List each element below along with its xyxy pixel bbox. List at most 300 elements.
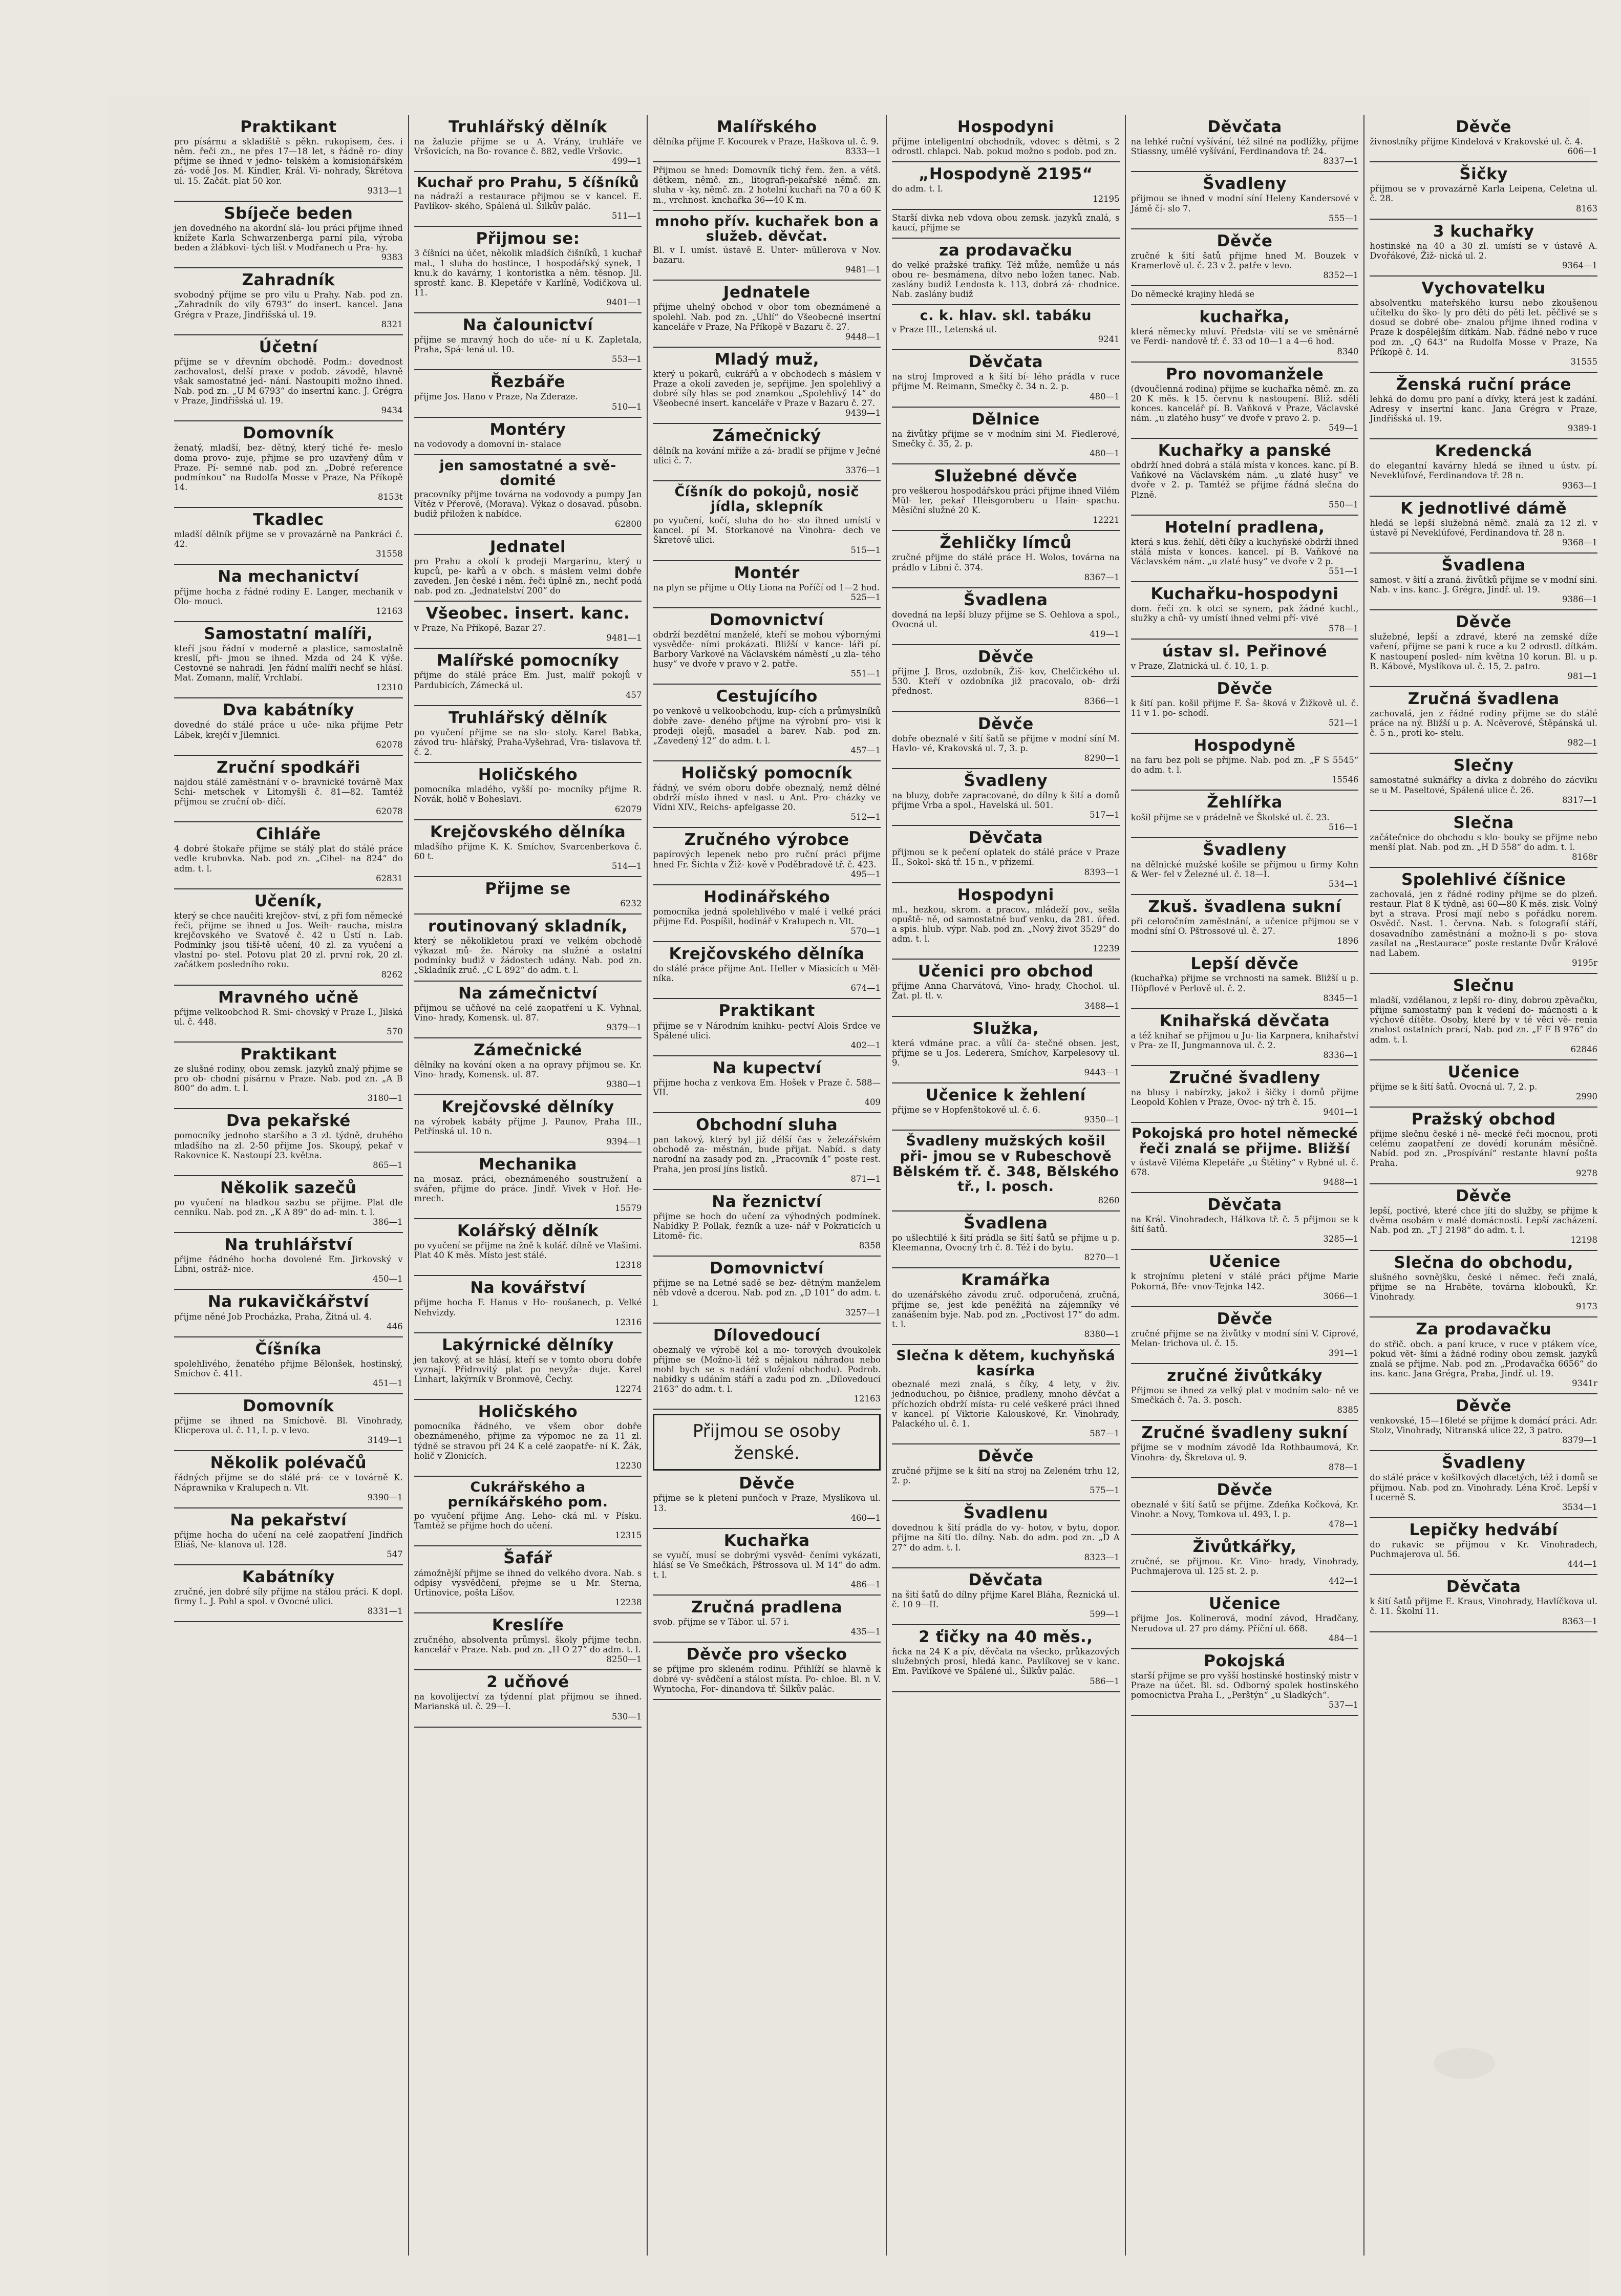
ad-reference-number: 8337—1: [1323, 156, 1359, 166]
ad-divider: [653, 884, 881, 885]
ad-heading: Učenice: [1208, 1252, 1281, 1271]
ad-divider: [174, 420, 403, 421]
ad-heading: Přijme se: [485, 879, 571, 898]
classified-ad: [414, 230, 642, 307]
ad-divider: [174, 1450, 403, 1451]
ad-heading: Cestujícího: [716, 687, 818, 706]
ad-text: a též knihař se přijmou u Ju- lia Karpnera, knihařství v Pra- ze II, Jungmannova ul. č. 2.: [1131, 1030, 1359, 1050]
ad-reference-number: 62831: [376, 873, 403, 883]
ad-divider: [174, 1041, 403, 1043]
ad-reference-number: 530—1: [611, 1711, 642, 1721]
ad-reference-number: 8290—1: [1084, 753, 1120, 763]
ad-text: po vyučení přijme Ang. Leho- cká ml. v Písku. Tamtéž se přijme hoch do učení.: [414, 1511, 642, 1531]
ad-reference-number: 419—1: [1090, 629, 1120, 640]
classified-ad: [414, 880, 642, 908]
classified-ad: [414, 1041, 642, 1089]
ad-reference-number: 551—1: [850, 669, 881, 679]
ad-divider: [414, 1094, 642, 1095]
classified-ad: [1131, 1069, 1359, 1117]
ad-reference-number: 8250—1: [606, 1654, 642, 1665]
classified-ad: [1131, 1652, 1359, 1710]
ad-divider: [892, 768, 1120, 769]
ad-heading: Domovnictví: [710, 1259, 824, 1278]
classified-ad: [1370, 1254, 1597, 1311]
classified-ad: [892, 1628, 1120, 1686]
ad-reference-number: 62846: [1570, 1044, 1597, 1054]
ad-reference-number: 12198: [1570, 1235, 1597, 1245]
ad-reference-number: 511—1: [611, 211, 642, 221]
ad-reference-number: 9488—1: [1323, 1177, 1359, 1187]
ad-heading: Žehlířka: [1207, 793, 1283, 812]
classified-ad: [1131, 232, 1359, 280]
ad-heading: Děvče: [1456, 118, 1512, 136]
ad-reference-number: 516—1: [1328, 822, 1359, 832]
ad-heading: Živůtkářky,: [1192, 1538, 1297, 1557]
classified-ad: [1370, 223, 1597, 270]
classified-ad: [414, 538, 642, 596]
ad-reference-number: 8385: [1337, 1405, 1359, 1415]
classified-ad: [174, 1046, 403, 1103]
ad-divider: [414, 534, 642, 535]
ad-reference-number: 9448—1: [845, 331, 881, 342]
classified-ad: [414, 1480, 642, 1541]
ad-reference-number: 9389-1: [1567, 423, 1597, 434]
ad-heading: Učeník,: [254, 891, 323, 910]
ad-text: venkovské, 15—16leté se přijme k domácí práci. Adr. Stolz, Vinohrady, Nitranská ulice 22, 3 patro.: [1370, 1416, 1597, 1436]
ad-text: mladší, vzdělanou, z lepší ro- diny, dobrou zpěvačku, přijme samostatný pan k vedení do- mácnosti a k výchově dítěte. Osoby, které by v té věci vě- renia znalost ostatních prací, Nab. pod zn. „F F B 976“ do adm. t. l.: [1370, 995, 1597, 1045]
ad-text: zručné přijme se k šití na stroj na Zeleném trhu 12, 2. p.: [891, 1465, 1120, 1486]
ad-divider: [414, 913, 642, 915]
ad-text: pan takový, který byl již délší čas v železářském obchodě za- městnán, bude přijat. Nabíd. s daty narodní na zasady pod zn. „Pracovník 4“ poste rest. Praha, jen prosí jíns listků.: [653, 1135, 881, 1174]
ad-text: Bl. v I. umíst. ústavě E. Unter- müllerova v Nov. bazaru.: [653, 245, 881, 265]
ad-heading: Švadlena: [964, 590, 1048, 609]
ad-reference-number: 599—1: [1090, 1609, 1120, 1620]
classified-ad: [892, 1215, 1120, 1262]
ad-divider: [1131, 790, 1359, 791]
ad-text: 3 číšníci na účet, několik mladších čišníků, 1 kuchař mal., 1 sluha do hostince, 1 hospodářský synek, 1 knu.k do kavárny, 1 kontoristka a něm. těsnop. Jil. sprostř. kanc. B. Klepetáře v Karlíně, Vodičkova ul. 11.: [414, 248, 642, 297]
ad-heading: Na rukavičkářství: [207, 1292, 369, 1311]
ad-heading: Zručná pradlena: [691, 1598, 843, 1617]
ad-text: na stroj Improved a k šití bí- lého prádla v ruce přijme M. Reimann, Smečky č. 34 n. 2. p.: [891, 372, 1120, 392]
ad-text: na bluzy, dobře zapracované, do dílny k šití a domů přijme Vrba a spol., Havelská ul. 501.: [891, 790, 1120, 811]
ad-divider: [1131, 894, 1359, 895]
ad-heading: Žehličky límců: [940, 534, 1072, 552]
classified-ad: [174, 1341, 403, 1388]
ad-text: obdrží hned dobrá a stálá místa v konces. kanc. pí B. Vaňkové na Václavském nám. „u zlaté husy“ ve dvoře v 2. p. Tamtéž se přijme řádná slečna do Plzně.: [1131, 460, 1359, 500]
ad-text: přijme Jos. Hano v Praze, Na Zderaze.: [414, 392, 578, 402]
ad-heading: Malířské pomocníky: [436, 651, 620, 670]
ad-text: přijme hocha z venkova Em. Hošek v Praze č. 588—VII.: [653, 1077, 881, 1097]
classified-ad: [414, 118, 642, 166]
classified-ad: [174, 205, 403, 262]
classified-ad: [1370, 757, 1597, 804]
ad-reference-number: 8270—1: [1084, 1252, 1120, 1263]
ad-divider: [174, 201, 403, 202]
ad-text: řádný, ve svém oboru dobře obeznalý, nemž dělné obdrží místo ihned v nasl. u Ant. Pro- cházky ve Vídni XIV., Reichs- apfelgasse 20.: [653, 783, 881, 813]
ad-reference-number: 457—1: [850, 745, 881, 755]
ad-heading: Dílovedoucí: [713, 1326, 821, 1345]
ad-heading: Mravného učně: [218, 988, 359, 1007]
ad-text: v Praze, Zlatnická ul. č. 10, 1. p.: [1131, 661, 1269, 671]
classified-ad: [892, 1571, 1120, 1619]
classified-ad: [174, 759, 403, 816]
ad-divider: [892, 1691, 1120, 1692]
ad-heading: Děvče pro všecko: [686, 1645, 847, 1664]
ad-reference-number: 549—1: [1328, 423, 1359, 433]
ad-reference-number: 1896: [1337, 936, 1359, 946]
ad-text: do rukavic se přijmou v Kr. Vinohradech, Puchmajerova ul. 56.: [1370, 1539, 1597, 1560]
ad-reference-number: 12221: [1093, 515, 1120, 525]
ad-heading: Všeobec. insert. kanc.: [425, 604, 630, 623]
ad-text: přijmou se ihned v modní síní Heleny Kandersové v Jámě čí- slo 7.: [1131, 194, 1359, 214]
ad-text: přijme slečnu české i ně- mecké řeči mocnou, proti celému zaopatření ze dovédí korunám měsíčně. Nabíd. pod zn. „Prospívání“ restante hlavní pošta Praha.: [1370, 1129, 1597, 1168]
ad-heading: Kuchařka: [723, 1531, 810, 1550]
classified-ad: [174, 271, 403, 329]
ad-heading: Samostatní malíři,: [204, 624, 373, 643]
ad-text: přijme Anna Charvátová, Vino- hrady, Chochol. ul. Žat. pl. tl. v.: [891, 981, 1120, 1001]
ad-divider: [892, 407, 1120, 408]
ad-heading: Lepičky hedvábí: [1409, 1520, 1558, 1539]
ad-reference-number: 9386—1: [1562, 594, 1597, 605]
ad-text: zručného, absolventa průmysl. školy přijme techn. kancelář v Praze. Nab. pod zn. „H O 27“ do adm. t. l.: [414, 1634, 642, 1655]
ad-divider: [653, 480, 881, 481]
classified-ad: [414, 823, 642, 871]
classified-ad: [1131, 1310, 1359, 1358]
ad-text: přijme uhelný obchod v obor tom obeznámené a spolehl. Nab. pod zn. „Uhlí“ do Všeobecné insertní kanceláře v Praze, Na Příkopě v Bazaru č. 27.: [653, 302, 881, 332]
ad-divider: [414, 312, 642, 313]
ad-heading: Kuchařku-hospodyni: [1150, 585, 1339, 604]
ad-divider: [414, 981, 642, 982]
ad-text: který u pokarů, cukrářů a v obchodech s máslem v Praze a okolí zaveden je, sepřijme. Jen spolehlivý a dobré síly hlas se pod znamkou „Spolehlivý 14“ do Všeobecné insert. kanceláře v Praze v Bazaru č. 27.: [653, 369, 881, 409]
classified-ad: [1370, 1521, 1597, 1569]
ad-text: do stálé práce přijme Ant. Heller v Miasicích u Měl- níka.: [653, 964, 881, 984]
classified-ad: [1370, 1064, 1597, 1101]
ad-heading: Holičský pomocník: [681, 763, 852, 782]
ad-reference-number: 9350—1: [1084, 1115, 1120, 1125]
classified-ad: [1131, 794, 1359, 832]
ad-reference-number: 62800: [614, 519, 642, 529]
ad-reference-number: 480—1: [1090, 391, 1120, 401]
classified-columns: [169, 115, 1603, 2256]
ad-text: do střič. obch. a paní kruce, v ruce v ptákem více, pokud vět- šími a žádné rodiny obou zemsk. jazyků znalá se přijme. Nab. pod zn. „Prodavačka 6656“ do ins. kanc. Jana Grégra, Praha, Jindř. ul. 19.: [1370, 1339, 1597, 1378]
ad-heading: Krejčovského dělníka: [669, 945, 865, 964]
ad-heading: Švadleny: [964, 771, 1048, 790]
ad-heading: Děvče: [1456, 1397, 1512, 1416]
ad-text: Přijmou se hned: Domovník tichý řem. žen. a větš. dětkem, němč. zn., litografi-pekařské němč. zn. sluha v -ky, němč. zn. 2 hotelní kuchaři na 70 a 60 K m., vrchnost. knchařka 36—40 K m.: [653, 165, 881, 205]
ad-divider: [1370, 1250, 1597, 1251]
ad-divider: [1370, 973, 1597, 974]
ad-reference-number: 402—1: [850, 1040, 881, 1050]
classified-ad: [174, 1236, 403, 1284]
ad-heading: Hospodyně: [1193, 736, 1296, 755]
ad-divider: [892, 1130, 1120, 1131]
section-heading-box: [653, 1414, 881, 1471]
ad-heading: Na kupectví: [712, 1058, 822, 1077]
ad-heading: Hodinářského: [703, 887, 830, 906]
classified-ad: [892, 165, 1120, 203]
ad-divider: [174, 755, 403, 756]
ad-heading: 2 ťičky na 40 měs.,: [919, 1628, 1093, 1647]
ad-divider: [1370, 1631, 1597, 1632]
ad-reference-number: 451—1: [373, 1378, 403, 1389]
ad-heading: Dělnice: [971, 410, 1040, 429]
ad-divider: [1370, 867, 1597, 868]
ad-reference-number: 865—1: [373, 1160, 403, 1170]
ad-divider: [892, 1567, 1120, 1568]
ad-divider: [414, 1275, 642, 1276]
ad-divider: [174, 888, 403, 889]
classified-ad: [892, 353, 1120, 401]
ad-text: na faru bez poli se přijme. Nab. pod zn. „F S 5545“ do adm. t. l.: [1131, 755, 1359, 775]
classified-ad: [1131, 1424, 1359, 1472]
ad-reference-number: 8358: [859, 1241, 881, 1251]
classified-ad: [892, 772, 1120, 820]
ad-text: který se několikletou praxí ve velkém obchodě výkazat mů- že. Nároky na služné a ostatní podmínky budiž v žádostech udány. Nab. pod zn. „Skladník zruč. „C L 892“ do adm. t. l.: [414, 936, 642, 975]
ad-text: přijme Jos. Kolinerová, modní závod, Hradčany, Nerudova ul. 27 pro dámy. Příční ul. 668.: [1131, 1613, 1359, 1633]
ad-divider: [653, 827, 881, 828]
classified-ad: [174, 1454, 403, 1502]
ad-text: do adm. t. l.: [891, 184, 943, 194]
ad-divider: [892, 1016, 1120, 1017]
ad-divider: [174, 1232, 403, 1233]
ad-text: přijme se mravný hoch do uče- ní u K. Zapletala, Praha, Spá- lená ul. 10.: [414, 335, 642, 355]
ad-divider: [1370, 219, 1597, 220]
ad-heading: Řezbáře: [490, 373, 565, 392]
ad-heading: Služka,: [972, 1019, 1039, 1038]
ad-divider: [1131, 1008, 1359, 1009]
ad-text: kteří jsou řádní v moderně a plastice, samostatně kreslí, při- jmou se ihned. Mzda od 24 K výše. Cestovné se nahradí. Jen řádní malíři nechť se hlásí. Mat. Zomann, malíř, Vrchlabí.: [174, 643, 403, 683]
ad-text: přijme se ihned na Smíchově. Bl. Vinohrady, Klicperova ul. č. 11, I. p. v levo.: [174, 1416, 403, 1436]
ad-heading: Několik polévačů: [210, 1454, 367, 1473]
ad-reference-number: 6232: [620, 898, 642, 908]
ad-text: (kuchařka) přijme se vrchnosti na samek. Bližší u p. Höpflové v Perlově ul. č. 2.: [1131, 973, 1359, 993]
ad-text: starší přijme se pro vyšší hostinské hostinský mistr v Praze na účet. Bl. sd. Odborný spolek hostinského pomocnictva Praha I., „Perštýn“ „u Sladkých“.: [1131, 1670, 1359, 1700]
ad-reference-number: 514—1: [611, 861, 642, 871]
ad-divider: [1370, 609, 1597, 610]
ad-reference-number: 587—1: [1090, 1428, 1120, 1438]
ad-divider: [892, 1344, 1120, 1345]
ad-text: přijme do stálé práce Em. Just, malíř pokojů v Pardubicích, Zámecká ul.: [414, 670, 642, 690]
ad-divider: [1370, 161, 1597, 162]
ad-heading: Děvčata: [968, 353, 1043, 372]
ad-heading: Cukrářského a perníkářského pom.: [447, 1479, 608, 1511]
ad-reference-number: 8363—1: [1562, 1616, 1597, 1626]
ad-heading: Švadleny mužských košil při- jmou se v Rubeschově Bělském tř. č. 348, Bělského tř., I. posch.: [892, 1133, 1119, 1195]
ad-text: služebné, lepší a zdravé, které na zemské díže vaření, přijme se pani k ruce a ku 2 odrostl. dítkám. K nastoupení posled- ním května 10 korun. Bl. u p. B. Kábové, Myslíkova ul. č. 15, 2. patro.: [1370, 632, 1597, 671]
ad-divider: [1131, 1192, 1359, 1193]
ad-divider: [653, 1055, 881, 1056]
ad-heading: routinovaný skladník,: [428, 917, 628, 936]
ad-reference-number: 12310: [376, 683, 403, 693]
ad-heading: Děvče: [739, 1474, 795, 1493]
ad-divider: [892, 161, 1120, 162]
classified-ad: [414, 918, 642, 975]
ad-heading: jen samostatné a svě- domité: [439, 457, 616, 489]
ad-heading: Kreslíře: [492, 1615, 564, 1634]
ad-divider: [892, 1210, 1120, 1211]
ad-reference-number: 12239: [1093, 944, 1120, 954]
ad-heading: 3 kuchařky: [1433, 222, 1534, 241]
ad-divider: [1370, 496, 1597, 497]
ad-divider: [892, 349, 1120, 350]
ad-text: na lehké ruční vyšívání, též silné na podlížky, přijme Stiassny, umělé vyšívání, Ferdinandova tř. 24.: [1131, 137, 1359, 157]
ad-divider: [1131, 1249, 1359, 1250]
ad-text: dobře obeznalé v šití šatů se přijme v modní síní M. Havlo- vé, Krakovská ul. 7, 3. p.: [891, 733, 1120, 753]
ad-heading: Sbíječe beden: [224, 204, 353, 223]
ad-text: na nádraží a restaurace přijmou se v kancel. E. Pavlíkov- ského, Spálená ul. Šilkův palác.: [414, 192, 642, 211]
ad-reference-number: 570—1: [850, 926, 881, 937]
ad-heading: Učenice k žehlení: [925, 1086, 1086, 1104]
ad-divider: [892, 711, 1120, 712]
ad-text: který se chce naučiti krejčov- ství, z při fom německé řeči, přijme se ihned u Jos. Weih- raucha, mistra krejčovského ve Svatově č. 42 u Ústí n. Lab. Podmínky jsou tiší-tě učení, 40 zl. za vyučení a vlastní po- stel. Potovu plat 20 zl. první rok, 20 zl. začátkem posledního roku.: [174, 910, 403, 970]
classified-ad: [414, 766, 642, 814]
ad-text: do stálé práce v košilkových dlacetých, též i domů se přijmou. Nab. pod zn. Vinohrady. Léna Kroč. Lepší v Lucerně S.: [1370, 1473, 1597, 1502]
ad-divider: [1131, 1122, 1359, 1123]
ad-heading: „Hospodyně 2195“: [919, 165, 1093, 184]
ad-reference-number: 8367—1: [1084, 572, 1120, 582]
ad-text: Přijmou se ihned za velký plat v modním salo- ně ve Smečkách č. 7a. 3. posch.: [1131, 1386, 1359, 1406]
classified-ad: [653, 351, 881, 418]
classified-ad: [1370, 557, 1597, 604]
ad-text: na mosaz. práci, obeznámeného soustružení a svářen, přijme do práce. Jindř. Vivek v Hoř. He- mrech.: [414, 1174, 642, 1203]
ad-reference-number: 9443—1: [1084, 1067, 1120, 1077]
ad-reference-number: 3488—1: [1084, 1001, 1120, 1011]
ad-reference-number: 871—1: [850, 1174, 881, 1184]
classified-ad: [892, 242, 1120, 300]
ad-text: na dělnické mužské košile se přijmou u firmy Kohn & Wer- fel v Železné ul. č. 18—I.: [1131, 859, 1359, 879]
ad-heading: Slečny: [1453, 756, 1514, 775]
ad-heading: Kuchař pro Prahu, 5 číšníků: [416, 175, 639, 191]
classified-ad: [1131, 175, 1359, 223]
ad-text: zachovalá, jen z řádné rodiny přijme se do stálé práce na ný. Bližší u p. A. Ncěverové, Štěpánská ul. č. 5 n., proti ko- stelu.: [1370, 708, 1597, 738]
classified-ad: [653, 1260, 881, 1317]
ad-divider: [414, 1545, 642, 1546]
ad-text: obeznalý ve výrobě kol a mo- torových dvoukolek přijme se (Možno-li též s nějakou náhradou nebo mohl bych se s nadání vložení obchodu). Podrob. nabídky s udáním stáří a zadu pod zn. „Dílovedoucí 2163“ do adm. t. l.: [653, 1345, 881, 1394]
ad-reference-number: 8366—1: [1084, 696, 1120, 706]
ad-reference-number: 2990: [1575, 1091, 1597, 1101]
classified-ad: [1131, 955, 1359, 1003]
classified-ad: [653, 688, 881, 755]
classified-ad: [414, 1156, 642, 1213]
ad-text: která německy mluví. Předsta- vití se ve směnárně ve Ferdi- nandově tř. č. 33 od 10—1 a 4—6 hod.: [1131, 327, 1359, 347]
ad-heading: Učenice: [1447, 1062, 1520, 1081]
ad-divider: [653, 1528, 881, 1529]
ad-reference-number: 444—1: [1567, 1559, 1597, 1569]
ad-heading: Truhlářský dělník: [449, 118, 607, 136]
ad-text: svob. přijme se v Tábor. ul. 57 i.: [653, 1617, 790, 1627]
ad-divider: [1131, 951, 1359, 952]
ad-heading: Účetní: [259, 337, 318, 356]
ad-divider: [414, 819, 642, 820]
classified-ad: [892, 1348, 1120, 1438]
ad-heading: Zruční spodkáři: [216, 758, 360, 777]
ad-text: přijme inteligentní obchodník, vdovec s dětmi, s 2 odrostl. chlapci. Nab. pokud možno s podob. pod zn.: [891, 137, 1120, 157]
classified-ad: [414, 373, 642, 411]
ad-reference-number: 15546: [1331, 775, 1359, 785]
ad-text: přijme se hoch do učení za výhodných podmínek. Nabídky P. Pollak, řezník a uze- nář v Pokraticích u Litomě- řic.: [653, 1211, 881, 1241]
classified-ad: [653, 1327, 881, 1404]
ad-divider: [174, 1175, 403, 1176]
classified-ad: [892, 1271, 1120, 1339]
ad-text: Do německé krajiny hledá se: [1131, 289, 1254, 300]
ad-divider: [1370, 1107, 1597, 1108]
ad-reference-number: 457: [625, 690, 642, 700]
ad-divider: [892, 238, 1120, 239]
classified-ad: [892, 1448, 1120, 1495]
ad-divider: [653, 1189, 881, 1190]
ad-text: přijme řádného hocha dovolené Em. Jirkovský v Libni, ostráž- nice.: [174, 1255, 403, 1274]
ad-text: zručné, jen dobré síly přijme na stálou práci. K dopl. firmy L. J. Pohl a spol. v Ovocné ulici.: [174, 1587, 403, 1607]
ad-divider: [174, 267, 403, 268]
ad-text: pomocníka jedná spolehlivého v malé i velké práci přijme Ed. Pospíšil, hodinář v Kralupech n. Vlt.: [653, 906, 881, 926]
classified-ad: [1370, 500, 1597, 547]
ad-divider: [892, 1267, 1120, 1268]
classified-ad: [653, 764, 881, 822]
ad-heading: kuchařka,: [1199, 308, 1290, 327]
classified-ad: [892, 411, 1120, 458]
ad-heading: Mechanika: [479, 1155, 577, 1174]
classified-ad: [892, 1087, 1120, 1124]
ad-heading: Malířského: [716, 118, 817, 136]
ad-divider: [174, 1336, 403, 1337]
paper-stain: [1434, 2048, 1495, 2079]
ad-divider: [653, 684, 881, 685]
classified-ad: [892, 467, 1120, 525]
ad-heading: Zručné švadleny sukní: [1141, 1423, 1348, 1442]
ad-reference-number: 8260: [1098, 1195, 1120, 1205]
ad-heading: Krejčovské dělníky: [441, 1098, 614, 1117]
ad-heading: Děvčata: [968, 828, 1043, 847]
ad-divider: [174, 821, 403, 822]
ad-divider: [1370, 686, 1597, 687]
ad-divider: [414, 1669, 642, 1670]
ad-text: k strojnímu pletení v stálé práci přijme Marie Pokorná, Bře- vnov-Tejnka 142.: [1131, 1271, 1359, 1291]
classified-ad: [174, 1293, 403, 1331]
ad-heading: Hospodyni: [957, 885, 1054, 904]
ad-heading: Děvče: [977, 648, 1034, 667]
classified-ad: [174, 1179, 403, 1227]
ad-text: v Praze, Na Příkopě, Bazar 27.: [414, 623, 546, 633]
ad-heading: Tkadlec: [253, 511, 324, 529]
ad-divider: [1131, 171, 1359, 172]
classified-ad: [1370, 118, 1597, 156]
ad-heading: Zámečnický: [712, 427, 821, 445]
ad-text: ze slušné rodiny, obou zemsk. jazyků znalý přijme se pro ob- chodní písárnu v Praze. Nab. pod zn. „A B 800“ do adm. t. l.: [174, 1064, 403, 1094]
column-4: [886, 115, 1125, 2256]
ad-text: 4 dobré štokaře přijme se stálý plat do stálé práce vedle krubovka. Nab. pod zn. „Cihel- na 824“ do adm. t. l.: [174, 844, 403, 874]
ad-heading: Za prodavačku: [1416, 1320, 1552, 1339]
classified-ad: [414, 1279, 642, 1327]
ad-heading: Zručného výrobce: [684, 831, 849, 849]
ad-reference-number: 570: [387, 1026, 403, 1036]
ad-reference-number: 8345—1: [1323, 993, 1359, 1003]
ad-reference-number: 15579: [614, 1203, 642, 1214]
ad-heading: Zámečnické: [474, 1040, 582, 1059]
ad-reference-number: 9364—1: [1562, 260, 1597, 270]
ad-reference-number: 9439—1: [845, 408, 881, 418]
ad-text: do uzenářského závodu zruč. odporučená, zručná, přijme se, jest kde peněžitá na zájemníky vé zanášením byje. Nab. pod zn. „Poctivost 17“ do adm. t. l.: [891, 1290, 1120, 1329]
ad-heading: Na pekařství: [230, 1511, 347, 1529]
ad-text: na žaluzie přijme se u A. Vrány, truhláře ve Vršovicích, na Bo- rovance č. 882, vedle Vršovic.: [414, 137, 642, 157]
ad-reference-number: 409: [864, 1097, 881, 1108]
classified-ad: [1131, 1595, 1359, 1643]
ad-heading: Švadleny: [1203, 840, 1287, 859]
ad-divider: [1131, 1306, 1359, 1307]
ad-divider: [414, 648, 642, 649]
ad-reference-number: 9401—1: [606, 297, 642, 307]
ad-text: ňcka na 24 K a pív, děvčata na všecko, průkazových služebných prosí, hledá kanc. Pavlíkovej se v kanc. Em. Pavlíkové ve Spálené ul., Šilkův palác.: [891, 1647, 1120, 1676]
ad-reference-number: 62078: [376, 806, 403, 817]
